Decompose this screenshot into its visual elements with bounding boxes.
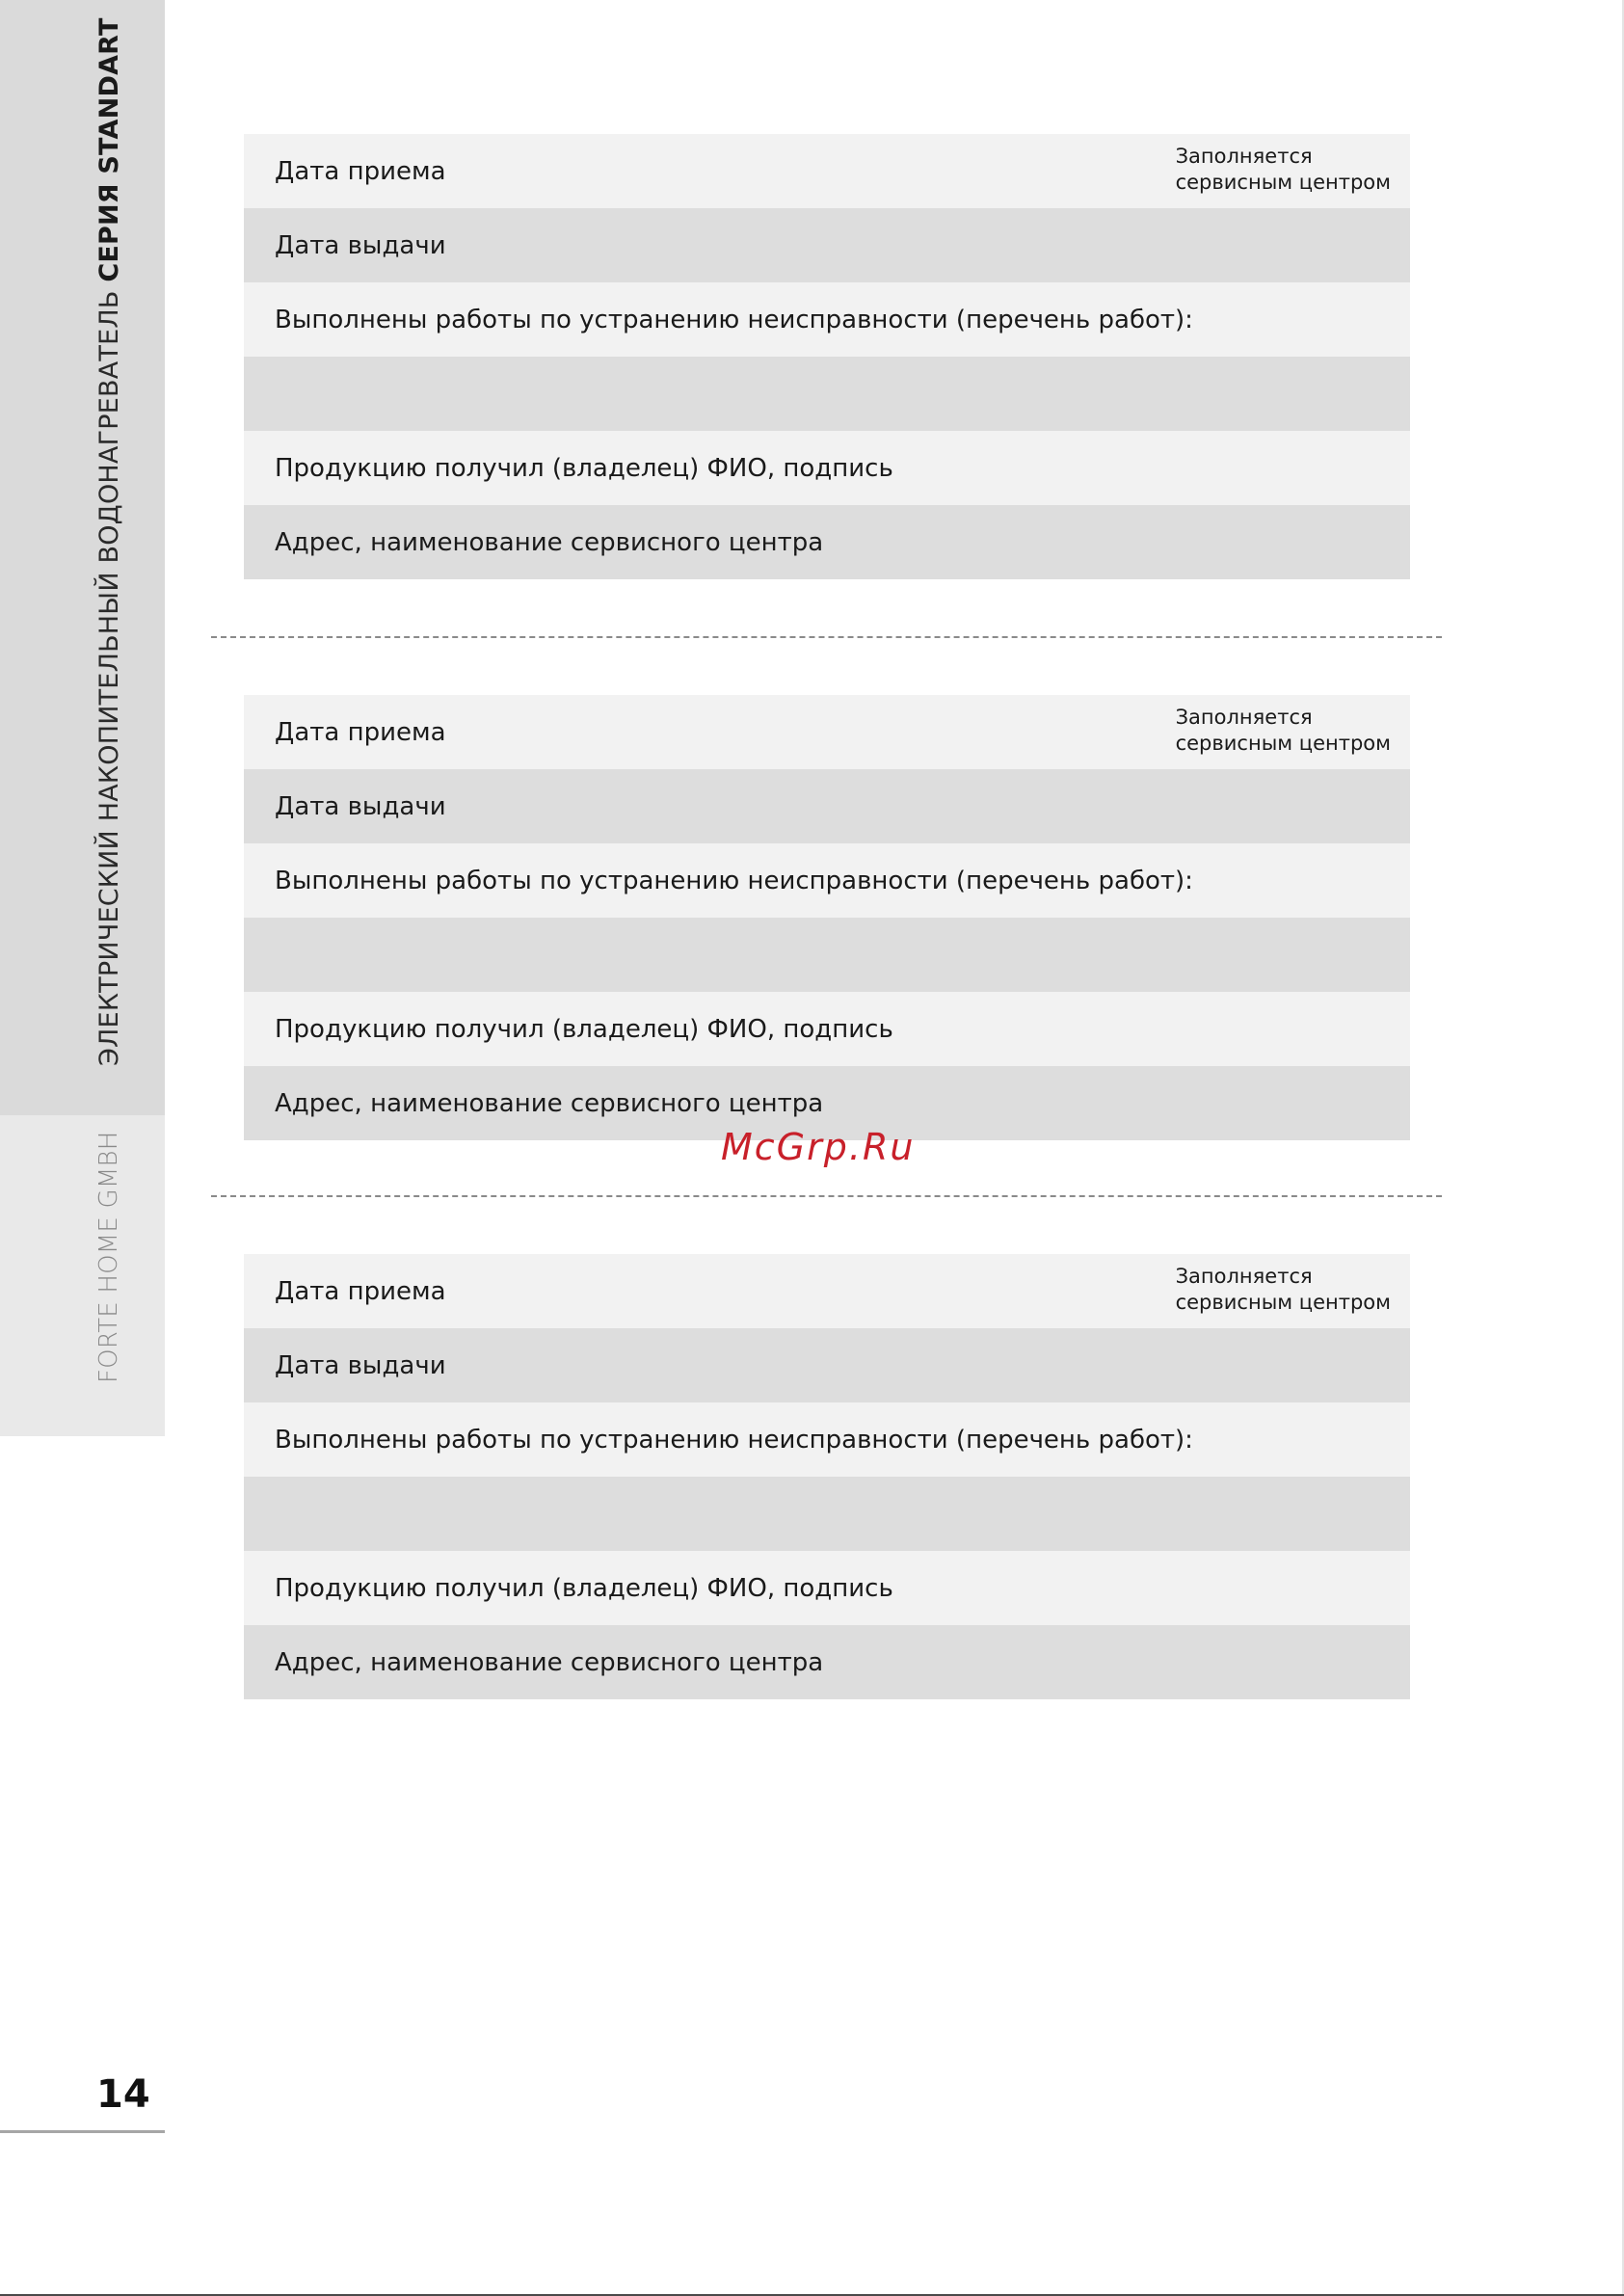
- sidebar-title-bold: СЕРИЯ STANDART: [94, 17, 124, 282]
- form-row-label: Дата выдачи: [275, 1350, 446, 1380]
- form-row-service-address: [244, 505, 1410, 579]
- service-form-1: [244, 134, 1410, 579]
- form-row-label: Адрес, наименование сервисного центра: [275, 1088, 824, 1118]
- note-line-1: Заполняется: [1175, 706, 1313, 729]
- form-row-issue-date: [244, 769, 1410, 843]
- page-number-rule: [0, 2130, 165, 2133]
- form-row-service-address: [244, 1625, 1410, 1699]
- cut-line-2: [211, 1195, 1442, 1197]
- form-row-label: Выполнены работы по устранению неисправности (перечень работ):: [275, 1425, 1193, 1455]
- form-row-label: Дата выдачи: [275, 791, 446, 821]
- sidebar-band-light: [0, 1115, 165, 1436]
- form-row-blank: [244, 357, 1410, 431]
- form-row-owner-signature: [244, 431, 1410, 505]
- form-row-label: Адрес, наименование сервисного центра: [275, 527, 824, 557]
- sidebar-title: [94, 17, 124, 1066]
- form-row-label: Продукцию получил (владелец) ФИО, подпись: [275, 1014, 893, 1044]
- note-line-2: сервисным центром: [1175, 1291, 1391, 1314]
- form-row-label: Дата приема: [275, 717, 446, 747]
- service-center-note: [1176, 705, 1391, 757]
- form-row-owner-signature: [244, 992, 1410, 1066]
- form-row-issue-date: [244, 208, 1410, 282]
- form-row-label: Выполнены работы по устранению неисправности (перечень работ):: [275, 866, 1193, 895]
- form-row-blank: [244, 1477, 1410, 1551]
- watermark: McGrp.Ru: [721, 1126, 916, 1168]
- service-form-2: [244, 695, 1410, 1140]
- form-row-label: Продукцию получил (владелец) ФИО, подпись: [275, 453, 893, 483]
- form-row-issue-date: [244, 1328, 1410, 1402]
- sidebar-title-regular: ЭЛЕКТРИЧЕСКИЙ НАКОПИТЕЛЬНЫЙ ВОДОНАГРЕВАТЕЛЬ: [94, 281, 124, 1066]
- note-line-2: сервисным центром: [1175, 732, 1391, 755]
- note-line-2: сервисным центром: [1175, 171, 1391, 194]
- form-row-receive-date: [244, 1254, 1410, 1328]
- sidebar-band-dark: [0, 0, 165, 1115]
- note-line-1: Заполняется: [1175, 1265, 1313, 1288]
- form-row-work-done: [244, 843, 1410, 918]
- form-row-receive-date: [244, 695, 1410, 769]
- form-row-blank: [244, 918, 1410, 992]
- form-row-label: Выполнены работы по устранению неисправности (перечень работ):: [275, 305, 1193, 334]
- cut-line-1: [211, 636, 1442, 638]
- form-row-receive-date: [244, 134, 1410, 208]
- service-form-3: [244, 1254, 1410, 1699]
- page-number: 14: [96, 2072, 150, 2117]
- sidebar-brand: FORTE HOME GMBH: [94, 1131, 123, 1383]
- form-row-label: Адрес, наименование сервисного центра: [275, 1647, 824, 1677]
- note-line-1: Заполняется: [1175, 145, 1313, 168]
- form-row-work-done: [244, 282, 1410, 357]
- form-row-label: Дата приема: [275, 156, 446, 186]
- service-center-note: [1176, 1264, 1391, 1316]
- service-center-note: [1176, 144, 1391, 196]
- form-row-owner-signature: [244, 1551, 1410, 1625]
- form-row-label: Продукцию получил (владелец) ФИО, подпись: [275, 1573, 893, 1603]
- form-row-label: Дата выдачи: [275, 230, 446, 260]
- form-row-label: Дата приема: [275, 1276, 446, 1306]
- form-row-work-done: [244, 1402, 1410, 1477]
